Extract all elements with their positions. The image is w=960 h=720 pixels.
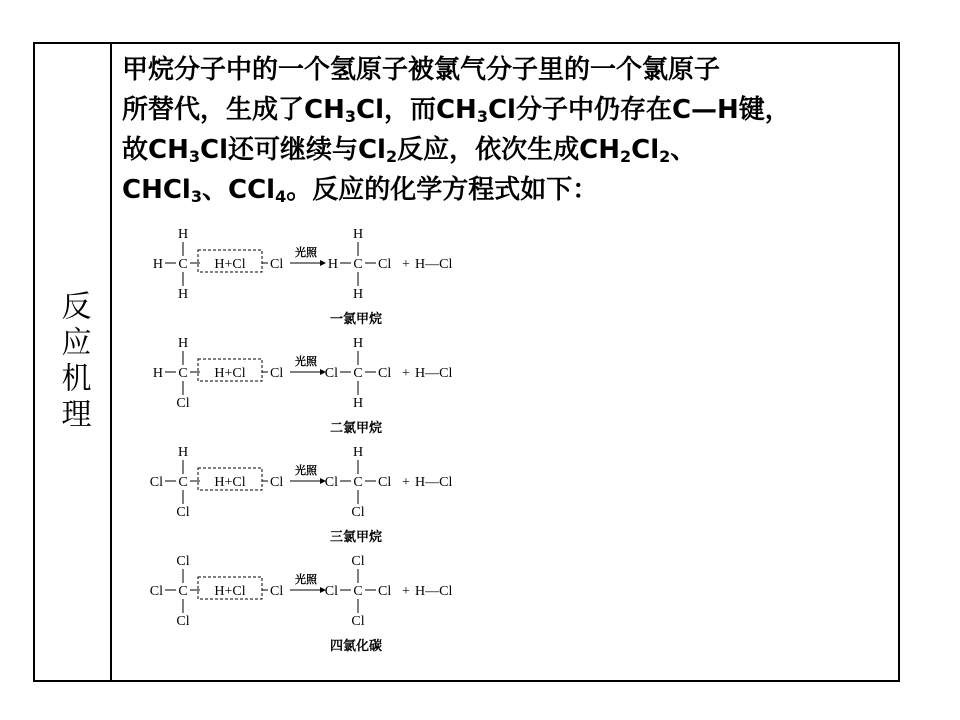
product-top-atom: Cl bbox=[351, 554, 365, 569]
column-divider bbox=[110, 42, 112, 682]
para-sub: 3 bbox=[188, 147, 200, 166]
product-right-atom: Cl bbox=[378, 475, 392, 490]
row-label: 反应机理 bbox=[55, 290, 91, 434]
reactant-bottom-atom: Cl bbox=[176, 396, 190, 411]
product-name: 二氯甲烷 bbox=[329, 420, 383, 435]
byproduct-hcl: H—Cl bbox=[415, 257, 453, 272]
content-cell bbox=[122, 50, 897, 210]
para-sub: 2 bbox=[659, 147, 671, 166]
boxed-atoms: H+Cl bbox=[214, 584, 246, 599]
reactant-bottom-atom: Cl bbox=[176, 614, 190, 629]
boxed-atoms: H+Cl bbox=[214, 366, 246, 381]
reaction-diagram bbox=[140, 222, 480, 662]
chlorine-atom: Cl bbox=[270, 257, 284, 272]
reactant-left-atom: H bbox=[152, 366, 163, 381]
chlorine-atom: Cl bbox=[270, 584, 284, 599]
plus-sign: + bbox=[402, 475, 410, 490]
reactant-left-atom: H bbox=[152, 257, 163, 272]
product-right-atom: Cl bbox=[378, 257, 392, 272]
reactant-carbon: C bbox=[178, 366, 188, 381]
product-carbon: C bbox=[353, 366, 363, 381]
para-line4-b: 、CCl bbox=[201, 175, 276, 205]
para-sub: 3 bbox=[476, 107, 488, 126]
product-top-atom: H bbox=[352, 445, 364, 460]
para-line4-a: CHCl bbox=[122, 175, 191, 205]
product-left-atom: Cl bbox=[324, 475, 338, 490]
plus-sign: + bbox=[402, 257, 410, 272]
row-label-cell bbox=[35, 44, 110, 680]
para-sub: 4 bbox=[275, 187, 287, 206]
reactant-carbon: C bbox=[178, 257, 188, 272]
reaction-4 bbox=[150, 554, 453, 653]
product-carbon: C bbox=[353, 257, 363, 272]
product-bottom-atom: Cl bbox=[351, 614, 365, 629]
reaction-condition: 光照 bbox=[295, 247, 317, 259]
product-name: 一氯甲烷 bbox=[329, 311, 383, 326]
reaction-3 bbox=[150, 445, 453, 544]
para-line2-a: 所替代，生成了CH bbox=[122, 95, 345, 125]
byproduct-hcl: H—Cl bbox=[415, 584, 453, 599]
product-left-atom: H bbox=[327, 257, 338, 272]
para-line2-b: Cl，而CH bbox=[355, 95, 477, 125]
reactant-bottom-atom: Cl bbox=[176, 505, 190, 520]
product-left-atom: Cl bbox=[324, 366, 338, 381]
reactant-top-atom: Cl bbox=[176, 554, 190, 569]
para-line3-d: Cl bbox=[631, 135, 660, 165]
reactant-carbon: C bbox=[178, 475, 188, 490]
para-sub: 2 bbox=[619, 147, 632, 166]
reactant-left-atom: Cl bbox=[149, 584, 163, 599]
reaction-condition: 光照 bbox=[295, 465, 317, 477]
boxed-atoms: H+Cl bbox=[214, 257, 246, 272]
reactant-left-atom: Cl bbox=[149, 475, 163, 490]
plus-sign: + bbox=[402, 584, 410, 599]
chlorine-atom: Cl bbox=[270, 475, 284, 490]
reaction-condition: 光照 bbox=[295, 356, 317, 368]
product-top-atom: H bbox=[352, 227, 364, 242]
product-right-atom: Cl bbox=[378, 584, 392, 599]
byproduct-hcl: H—Cl bbox=[415, 366, 453, 381]
para-line3-b: Cl还可继续与Cl bbox=[199, 135, 386, 165]
product-bottom-atom: H bbox=[352, 396, 364, 411]
para-sub: 2 bbox=[385, 147, 398, 166]
para-line3-e: 、 bbox=[670, 135, 697, 165]
reactant-top-atom: H bbox=[177, 227, 189, 242]
product-left-atom: Cl bbox=[324, 584, 338, 599]
chlorine-atom: Cl bbox=[270, 366, 284, 381]
reactant-top-atom: H bbox=[177, 445, 189, 460]
para-line3-c: 反应，依次生成CH bbox=[397, 135, 620, 165]
product-top-atom: H bbox=[352, 336, 364, 351]
para-line4-c: 。反应的化学方程式如下： bbox=[286, 175, 599, 205]
plus-sign: + bbox=[402, 366, 410, 381]
product-bottom-atom: H bbox=[352, 287, 364, 302]
product-bottom-atom: Cl bbox=[351, 505, 365, 520]
para-line2-c: Cl分子中仍存在C—H键， bbox=[487, 95, 791, 125]
para-sub: 3 bbox=[190, 187, 202, 206]
para-line3-a: 故CH bbox=[122, 135, 189, 165]
reactant-carbon: C bbox=[178, 584, 188, 599]
para-sub: 3 bbox=[344, 107, 356, 126]
product-carbon: C bbox=[353, 584, 363, 599]
para-line1: 甲烷分子中的一个氢原子被氯气分子里的一个氯原子 bbox=[122, 55, 721, 85]
reactant-bottom-atom: H bbox=[177, 287, 189, 302]
reactant-top-atom: H bbox=[177, 336, 189, 351]
reaction-condition: 光照 bbox=[295, 574, 317, 586]
product-name: 三氯甲烷 bbox=[329, 529, 383, 544]
product-carbon: C bbox=[353, 475, 363, 490]
arrow-head bbox=[320, 260, 326, 266]
mechanism-paragraph bbox=[122, 50, 897, 210]
product-name: 四氯化碳 bbox=[329, 638, 383, 653]
reaction-1 bbox=[153, 227, 453, 326]
product-right-atom: Cl bbox=[378, 366, 392, 381]
byproduct-hcl: H—Cl bbox=[415, 475, 453, 490]
reaction-2 bbox=[153, 336, 453, 435]
boxed-atoms: H+Cl bbox=[214, 475, 246, 490]
